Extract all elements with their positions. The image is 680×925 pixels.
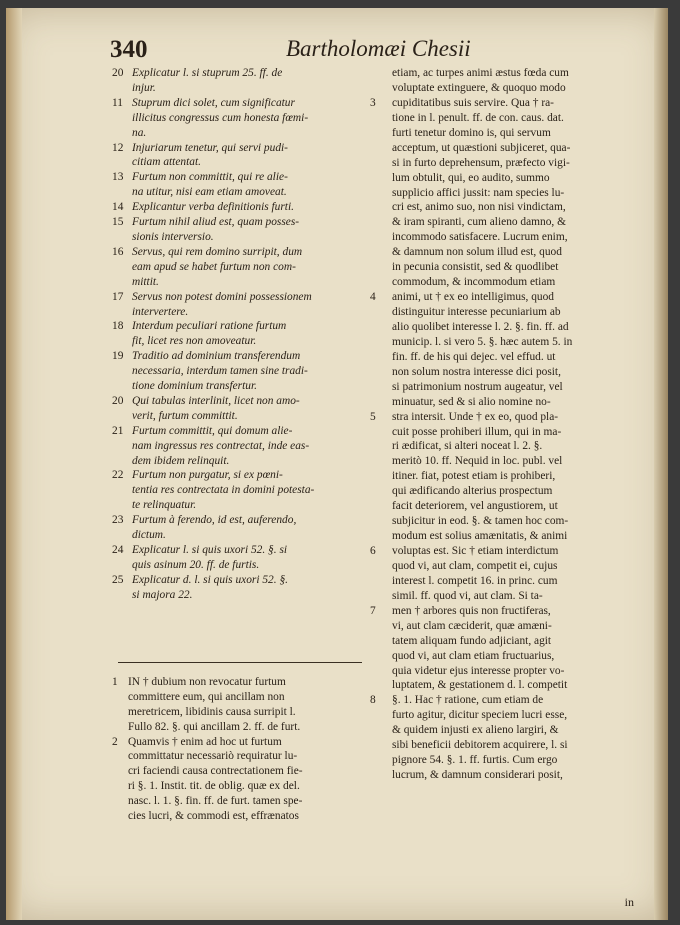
text-line bbox=[370, 260, 664, 275]
line-text: meretricem, libidinis causa surripit l. bbox=[128, 705, 296, 718]
line-text: pignore 54. §. 1. ff. furtis. Cum ergo bbox=[392, 754, 558, 767]
summary-number: 15 bbox=[112, 216, 124, 229]
summary-line: injur. bbox=[132, 81, 156, 94]
summary-item bbox=[112, 573, 366, 603]
summary-line: Explicatur l. si quis uxori 52. §. si bbox=[132, 544, 288, 556]
summary-line: fit, licet res non amoveatur. bbox=[132, 335, 257, 348]
line-text: animi, ut † ex eo intelligimus, quod bbox=[392, 291, 554, 304]
body-text-left bbox=[112, 675, 364, 824]
line-text: & damnum non solum illud est, quod bbox=[392, 246, 562, 259]
summary-line: Explicatur d. l. si quis uxori 52. §. bbox=[132, 573, 288, 586]
line-text: supplicio affici jussit: nam species lu- bbox=[392, 186, 565, 199]
text-line bbox=[112, 690, 364, 705]
summary-item bbox=[112, 290, 366, 320]
margin-number: 3 bbox=[370, 96, 376, 109]
text-line bbox=[370, 156, 664, 171]
text-line bbox=[370, 275, 664, 290]
text-line bbox=[112, 720, 364, 735]
summary-number: 20 bbox=[112, 394, 124, 407]
summary-item bbox=[112, 319, 366, 349]
line-text: ri §. 1. Instit. tit. de oblig. quæ ex del. bbox=[128, 780, 300, 793]
summary-number: 19 bbox=[112, 350, 124, 363]
line-text: Fullo 82. §. qui ancillam 2. ff. de furt. bbox=[128, 720, 301, 733]
summary-number: 20 bbox=[112, 67, 124, 79]
line-text: cri est, animo suo, non nisi vindictam, bbox=[392, 201, 566, 214]
text-line bbox=[370, 290, 664, 305]
line-text: distinguitur interesse pecuniarium ab bbox=[392, 306, 561, 318]
summary-line: Servus, qui rem domino surripit, dum bbox=[132, 245, 303, 258]
margin-number: 2 bbox=[112, 735, 118, 748]
text-line bbox=[370, 96, 664, 111]
line-text: simil. ff. quod vi, aut clam. Si ta- bbox=[392, 589, 543, 602]
line-text: vi, aut clam cæciderit, quæ amæni- bbox=[392, 619, 552, 632]
summary-line: intervertere. bbox=[132, 305, 189, 318]
line-text: meritò 10. ff. Nequid in loc. publ. vel bbox=[392, 455, 563, 468]
summary-item bbox=[112, 66, 366, 96]
summary-item bbox=[112, 96, 366, 141]
line-text: modum est solius amænitatis, & animi bbox=[392, 530, 568, 543]
margin-number: 8 bbox=[370, 694, 376, 707]
summary-line: tentia res contrectata in domini potesta- bbox=[132, 484, 315, 497]
summary-number: 23 bbox=[112, 514, 124, 527]
summary-number: 12 bbox=[112, 141, 124, 154]
text-line bbox=[370, 664, 664, 679]
summary-number: 16 bbox=[112, 245, 124, 258]
text-line bbox=[370, 768, 664, 783]
text-line bbox=[370, 380, 664, 395]
summary-line: dictum. bbox=[132, 529, 166, 542]
line-text: §. 1. Hac † ratione, cum etiam de bbox=[392, 694, 544, 707]
page-number: 340 bbox=[110, 36, 148, 63]
summary-number: 17 bbox=[112, 290, 124, 303]
text-line bbox=[370, 484, 664, 499]
summary-line: Furtum non committit, qui re alie- bbox=[132, 171, 288, 184]
line-text: stra intersit. Unde † ex eo, quod pla- bbox=[392, 410, 559, 423]
summary-item bbox=[112, 245, 366, 290]
text-line bbox=[370, 619, 664, 634]
line-text: municip. l. si vero 5. §. hæc autem 5. in bbox=[392, 335, 573, 348]
text-line bbox=[370, 365, 664, 380]
text-line bbox=[370, 111, 664, 126]
text-line bbox=[370, 574, 664, 589]
summary-line: Injuriarum tenetur, qui servi pudi- bbox=[132, 141, 288, 154]
line-text: nasc. l. 1. §. fin. ff. de furt. tamen spe- bbox=[128, 795, 303, 808]
summary-number: 22 bbox=[112, 469, 124, 482]
line-text: tatem aliquam fundo adjiciant, agit bbox=[392, 634, 552, 647]
summary-item bbox=[112, 215, 366, 245]
text-line bbox=[370, 66, 664, 81]
text-line bbox=[370, 678, 664, 693]
line-text: IN † dubium non revocatur furtum bbox=[128, 676, 286, 688]
text-line bbox=[112, 675, 364, 690]
summary-number: 14 bbox=[112, 201, 124, 214]
text-line bbox=[370, 186, 664, 201]
summary-line: te relinquatur. bbox=[132, 499, 197, 512]
line-text: & iram spiranti, cum alieno damno, & bbox=[392, 216, 566, 229]
line-text: non solum nostra interesse dici posit, bbox=[392, 365, 561, 378]
summary-item bbox=[112, 394, 366, 424]
text-line bbox=[370, 723, 664, 738]
summary-number: 18 bbox=[112, 320, 124, 333]
page-header bbox=[110, 34, 550, 70]
text-line bbox=[370, 126, 664, 141]
summary-line: dem ibidem relinquit. bbox=[132, 454, 230, 467]
summary-line: illicitus congressus cum honesta fœmi- bbox=[132, 111, 309, 124]
text-line bbox=[370, 320, 664, 335]
summary-line: Servus non potest domini possessionem bbox=[132, 290, 312, 303]
body-text-right bbox=[370, 66, 664, 783]
margin-number: 4 bbox=[370, 291, 376, 304]
text-line bbox=[370, 171, 664, 186]
text-line bbox=[370, 649, 664, 664]
text-line bbox=[370, 350, 664, 365]
summary-line: mittit. bbox=[132, 275, 159, 288]
summary-line: Furtum à ferendo, id est, auferendo, bbox=[132, 514, 297, 527]
text-line bbox=[370, 544, 664, 559]
summary-item bbox=[112, 468, 366, 513]
summary-number: 25 bbox=[112, 573, 124, 586]
line-text: itiner. fiat, potest etiam is prohiberi, bbox=[392, 470, 556, 483]
text-line bbox=[370, 708, 664, 723]
running-head: Bartholomæi Chesii bbox=[286, 36, 471, 61]
margin-number: 1 bbox=[112, 676, 118, 688]
summary-item bbox=[112, 543, 366, 573]
text-line bbox=[370, 141, 664, 156]
line-text: fin. ff. de his qui dejec. vel effud. ut bbox=[392, 350, 556, 363]
text-line bbox=[370, 514, 664, 529]
text-line bbox=[370, 335, 664, 350]
text-line bbox=[112, 735, 364, 750]
line-text: cies lucri, & commodi est, effrænatos bbox=[128, 810, 299, 823]
summary-line: tione dominium transfertur. bbox=[132, 380, 257, 393]
line-text: lucrum, & damnum considerari posit, bbox=[392, 769, 563, 782]
text-line bbox=[370, 305, 664, 320]
line-text: cuit posse prohiberi illum, qui in ma- bbox=[392, 425, 562, 438]
summary-line: citiam attentat. bbox=[132, 156, 201, 169]
line-text: furto agitur, dicitur speciem lucri esse, bbox=[392, 709, 568, 722]
text-line bbox=[370, 439, 664, 454]
text-line bbox=[370, 753, 664, 768]
summary-line: Furtum committit, qui domum alie- bbox=[132, 424, 293, 437]
line-text: cri faciendi causa contrectationem fie- bbox=[128, 765, 303, 778]
text-line bbox=[370, 469, 664, 484]
line-text: voluptas est. Sic † etiam interdictum bbox=[392, 545, 559, 557]
line-text: etiam, ac turpes animi æstus fœda cum bbox=[392, 67, 569, 79]
line-text: sibi beneficii debitorem acquirere, l. si bbox=[392, 739, 568, 752]
line-text: acceptum, ut quæstioni subjiceret, qua- bbox=[392, 141, 571, 154]
summary-line: sionis interversio. bbox=[132, 230, 214, 243]
summary-line: verit, furtum committit. bbox=[132, 409, 238, 422]
text-line bbox=[370, 410, 664, 425]
line-text: furti tenetur domino is, qui servum bbox=[392, 126, 551, 139]
summary-line: Furtum nihil aliud est, quam posses- bbox=[132, 216, 300, 229]
line-text: quia videtur ejus interesse propter vo- bbox=[392, 664, 565, 677]
summary-line: Furtum non purgatur, si ex pœni- bbox=[132, 469, 283, 482]
summary-item bbox=[112, 424, 366, 469]
summary-line: na utitur, nisi eam etiam amoveat. bbox=[132, 186, 287, 199]
text-line bbox=[370, 604, 664, 619]
line-text: quod vi, aut clam, competit ei, cujus bbox=[392, 559, 558, 572]
summary-line: Traditio ad dominium transferendum bbox=[132, 350, 301, 363]
line-text: tione in l. penult. ff. de con. caus. dat. bbox=[392, 111, 564, 124]
text-line bbox=[370, 200, 664, 215]
text-line bbox=[370, 395, 664, 410]
catchword: in bbox=[624, 895, 634, 909]
line-text: Quamvis † enim ad hoc ut furtum bbox=[128, 735, 282, 748]
text-line bbox=[112, 779, 364, 794]
summary-line: Explicantur verba definitionis furti. bbox=[132, 201, 294, 214]
text-line bbox=[370, 738, 664, 753]
summary-list bbox=[112, 66, 366, 603]
summary-line: nam ingressus res contrectat, inde eas- bbox=[132, 439, 310, 452]
text-line bbox=[370, 245, 664, 260]
margin-number: 6 bbox=[370, 545, 376, 557]
section-divider bbox=[118, 662, 362, 663]
summary-line: Stuprum dici solet, cum significatur bbox=[132, 96, 295, 109]
summary-line: Explicatur l. si stuprum 25. ff. de bbox=[132, 67, 283, 79]
text-line bbox=[112, 809, 364, 824]
text-line bbox=[112, 764, 364, 779]
text-line bbox=[370, 230, 664, 245]
summary-number: 13 bbox=[112, 171, 124, 184]
summary-number: 21 bbox=[112, 424, 124, 437]
line-text: subjicitur in eod. §. & tamen hoc com- bbox=[392, 515, 569, 528]
text-line bbox=[370, 81, 664, 96]
summary-line: necessaria, interdum tamen sine tradi- bbox=[132, 365, 308, 378]
summary-item bbox=[112, 513, 366, 543]
summary-item bbox=[112, 170, 366, 200]
line-text: quod vi, aut clam etiam fructuarius, bbox=[392, 649, 555, 662]
text-line bbox=[370, 529, 664, 544]
summary-line: Qui tabulas interlinit, licet non amo- bbox=[132, 394, 300, 407]
line-text: commodum, & incommodum etiam bbox=[392, 276, 556, 289]
text-line bbox=[370, 425, 664, 440]
text-line bbox=[370, 215, 664, 230]
line-text: cupiditatibus suis servire. Qua † ra- bbox=[392, 96, 554, 109]
text-line bbox=[112, 705, 364, 720]
line-text: committere eum, qui ancillam non bbox=[128, 690, 285, 703]
line-text: in pecunia consistit, sed & quodlibet bbox=[392, 261, 559, 274]
summary-line: quis asinum 20. ff. de furtis. bbox=[132, 558, 260, 571]
line-text: interest l. competit 16. in princ. cum bbox=[392, 574, 558, 587]
text-line bbox=[370, 634, 664, 649]
line-text: ri ædificat, si alteri noceat l. 2. §. bbox=[392, 440, 543, 453]
line-text: alio quolibet interesse l. 2. §. fin. ff. ad bbox=[392, 320, 569, 333]
summary-line: si majora 22. bbox=[132, 588, 193, 601]
text-line bbox=[370, 693, 664, 708]
line-text: si patrimonium nostrum augeatur, vel bbox=[392, 380, 563, 393]
summary-number: 11 bbox=[112, 96, 123, 109]
text-line bbox=[370, 454, 664, 469]
line-text: luptatem, & gestationem d. l. competit bbox=[392, 679, 568, 692]
margin-number: 5 bbox=[370, 410, 376, 423]
line-text: incommodo satisfacere. Lucrum enim, bbox=[392, 231, 568, 244]
text-line bbox=[370, 559, 664, 574]
line-text: qui ædificando alterius prospectum bbox=[392, 485, 553, 498]
summary-line: eam apud se habet furtum non com- bbox=[132, 260, 296, 273]
line-text: committatur necessariò requiratur lu- bbox=[128, 750, 298, 763]
text-line bbox=[112, 749, 364, 764]
line-text: lum obtulit, qui, eo audito, summo bbox=[392, 171, 550, 184]
line-text: si in furto deprehensum, præfecto vigi- bbox=[392, 156, 570, 169]
summary-item bbox=[112, 349, 366, 394]
summary-number: 24 bbox=[112, 544, 124, 556]
text-line bbox=[112, 794, 364, 809]
summary-line: Interdum peculiari ratione furtum bbox=[132, 320, 287, 333]
text-line bbox=[370, 589, 664, 604]
line-text: & quidem injusti ex alieno largiri, & bbox=[392, 724, 559, 737]
text-line bbox=[370, 499, 664, 514]
margin-number: 7 bbox=[370, 604, 376, 617]
line-text: men † arbores quis non fructiferas, bbox=[392, 604, 551, 617]
line-text: facit deteriorem, vel angustiorem, ut bbox=[392, 500, 558, 513]
summary-item bbox=[112, 141, 366, 171]
line-text: minuatur, sed & si alio nomine no- bbox=[392, 395, 551, 408]
summary-line: na. bbox=[132, 126, 147, 139]
book-gutter bbox=[6, 8, 22, 920]
line-text: voluptate extinguere, & quoquo modo bbox=[392, 81, 566, 94]
summary-item bbox=[112, 200, 366, 215]
